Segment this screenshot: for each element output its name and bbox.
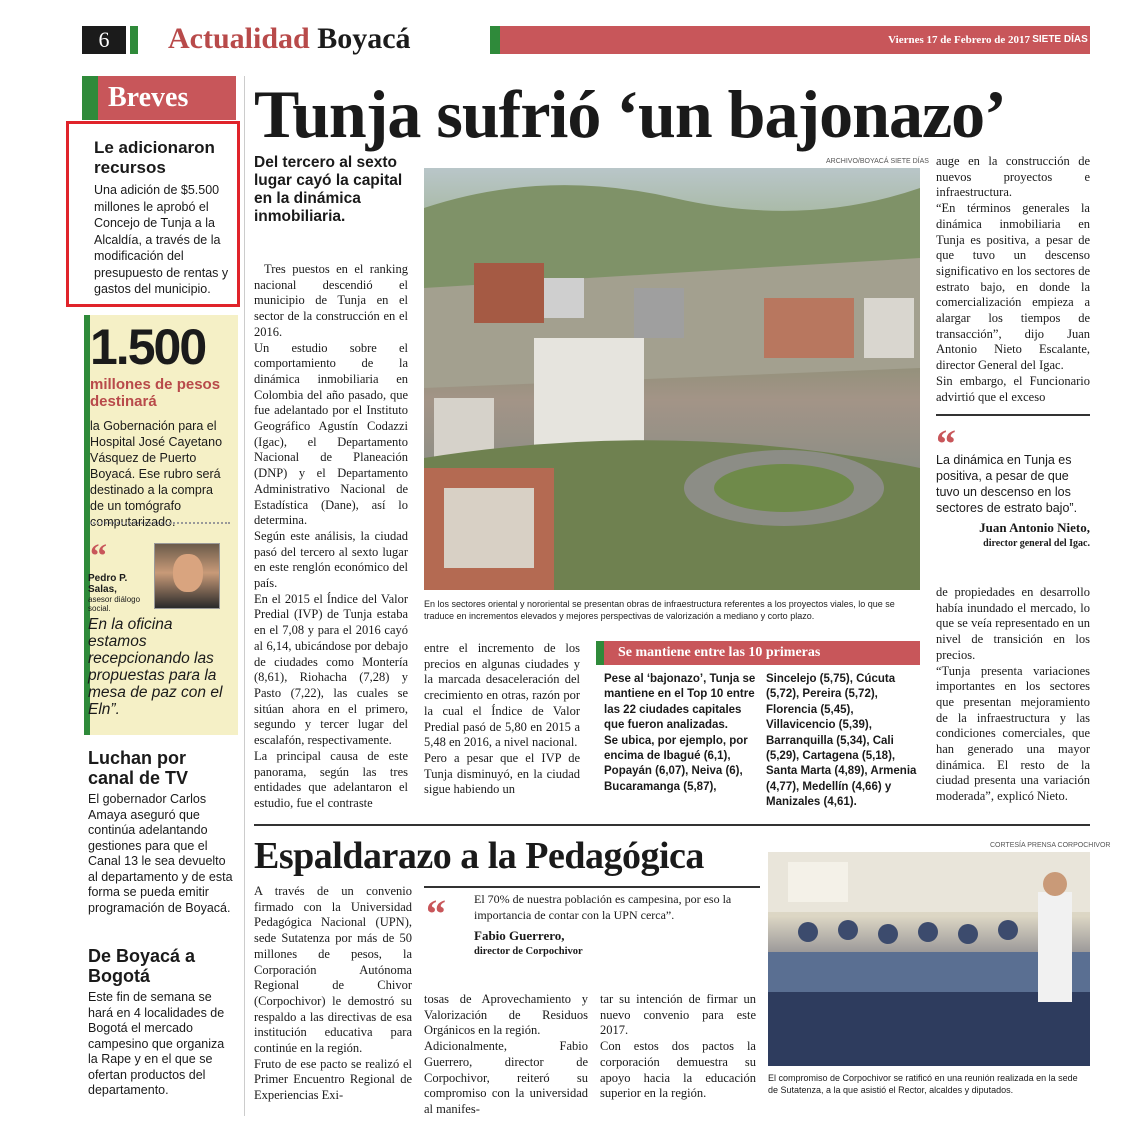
pullquote-rule [424, 886, 760, 888]
body-column [936, 585, 1090, 805]
author-photo [154, 543, 220, 609]
body-text: entre el incremento de los precios en algunas ciudades y la marcada desaceleración del crecimiento en otras, razón por la cual el Índice de Valor Predial pasó de 5,80 en 2015 a 5,48 en 2016, a nivel nacional. Pero a pesar que el IVP de Tunja disminuyó, en la ciudad sigue habiendo un [424, 641, 580, 797]
photo-credit: CORTESÍA PRENSA CORPOCHIVOR [990, 842, 1111, 849]
brief-body: Este fin de semana se hará en 4 localidades de Bogotá el mercado campesino que organiza la Rape y en el que se ofertan productos del departamento. [88, 990, 225, 1097]
body-column [254, 884, 412, 1104]
brief-title: De Boyacá a Bogotá [88, 946, 196, 986]
quote-author: Pedro P. Salas, [88, 573, 128, 595]
pullquote-author: Fabio Guerrero, [474, 928, 565, 943]
city-photo [424, 168, 920, 590]
divider [90, 522, 230, 524]
box-text: Sincelejo (5,75), Cúcuta (5,72), Pereira (5,72), Florencia (5,45), Villavicencio (5,39), Barranquilla (5,34), Cali (5,29), Cartagena (5,18), Santa Marta (4,89), Armenia (4,77), Medellín (4,66) y Manizales (4,61). [766, 673, 917, 809]
quote-text: En la oficina estamos recepcionando las propuestas para la mesa de paz con el Eln”. [88, 616, 223, 718]
section-title [168, 22, 411, 56]
section-title-actualidad: Actualidad [168, 22, 310, 55]
body-column [254, 262, 408, 812]
body-text: de propiedades en desarrollo había inundado el mercado, lo que se veía representado en un nivel de transición en los precios. “Tunja presenta variaciones importantes en los sectores que presentan mejoramiento de la infraestructura y las condiciones comerciales, que han generado una mayor dinámica. El resto de la ciudad presenta una variación moderada”, explicó Nieto. [936, 585, 1090, 804]
header-green-bar [490, 26, 500, 54]
header-brand: SIETE DÍAS [1032, 34, 1088, 45]
big-number-subtitle: millones de pesos destinará [90, 376, 221, 410]
quote-icon: “ [426, 891, 446, 936]
breves-label: Breves [98, 76, 236, 120]
body-column [600, 992, 756, 1102]
section-divider [254, 824, 1090, 826]
quote-icon: “ [90, 538, 107, 575]
pullquote-rule [936, 414, 1090, 416]
pullquote-author: Juan Antonio Nieto, [979, 520, 1090, 535]
headline: Espaldarazo a la Pedagógica [254, 835, 704, 877]
body-text: auge en la construcción de nuevos proyectos e infraestructura. “En términos generales la dinámica inmobiliaria en Tunja es positiva, a pesar de que tuvo un descenso significativo en los sectores de estrato bajo, en donde la comercialización empieza a alargar los tiempos de transacción”, dijo Juan Antonio Nieto Escalante, director General del Igac. Sin embargo, el Funcionario advirtió que el exceso [936, 154, 1090, 404]
body-column [424, 992, 588, 1118]
brief-body: El gobernador Carlos Amaya aseguró que continúa adelantando gestiones para que el Canal 13 le sea devuelto al departamento y de esta forma se pueda emitir programación de Boyacá. [88, 792, 233, 915]
meeting-photo [768, 852, 1090, 1066]
pullquote-text: La dinámica en Tunja es positiva, a pesar de que tuvo un descenso en los sectores de estrato bajo”. [936, 453, 1078, 515]
quote-icon: “ [936, 421, 956, 466]
header-accent-bar [130, 26, 138, 54]
pullquote-author-role: director general del Igac. [983, 538, 1090, 549]
photo-credit: ARCHIVO/BOYACÁ SIETE DÍAS [826, 158, 929, 165]
body-text: tosas de Aprovechamiento y Valorización de Residuos Orgánicos en la región. Adicionalmente, Fabio Guerrero, director de Corpochivor, reiteró su compromiso con la universidad al manifes- [424, 992, 588, 1116]
pullquote-author-role: director de Corpochivor [474, 946, 583, 957]
page-number: 6 [82, 26, 126, 54]
pullquote-text: El 70% de nuestra población es campesina, por eso la importancia de contar con la UPN cerca”. [474, 892, 732, 922]
headline: Tunja sufrió ‘un bajonazo’ [254, 76, 1006, 152]
box-text: Pese al ‘bajonazo’, Tunja se mantiene en el Top 10 entre las 22 ciudades capitales que fueron analizadas. Se ubica, por ejemplo, por encima de Ibagué (6,1), Popayán (6,07), Neiva (6), Bucaramanga (5,87), [604, 673, 756, 793]
body-text: tar su intención de firmar un nuevo convenio para este 2017. Con estos dos pactos la corporación demuestra su apoyo hacia la educación superior en la región. [600, 992, 756, 1101]
box-accent [596, 641, 604, 665]
section-title-boyaca: Boyacá [317, 22, 411, 55]
deck: Del tercero al sexto lugar cayó la capital en la dinámica inmobiliaria. [254, 154, 403, 225]
body-text: Tres puestos en el ranking nacional descendió el municipio de Tunja en el sector de la construcción en el 2016. Un estudio sobre el comportamiento de la dinámica inmobiliaria en Colombia del año pasado, que fue adelantado por el Instituto Geográfico Agustín Codazzi (Igac), el Departamento Nacional de Planeación (DNP) y el Departamento Administrativo Nacional de Estadística (Dane), así lo determina. Según este análisis, la ciudad pasó del tercero al sexto lugar en este renglón económico del país. En el 2015 el Índice del Valor Predial (IVP) de Tunja estaba en el 7,08 y para el 2016 cayó al 6,14, ubicándose por debajo de ciudades como Montería (8,61), Riohacha (7,28) y Pasto (7,22), las cuales se sitúan ahora en el primero, segundo y tercer lugar del escalafón, respectivamente. La principal causa de este panorama, según las tres entidades que adelantaron el estudio, fue el contraste [254, 262, 408, 810]
body-column [936, 154, 1090, 405]
body-text: A través de un convenio firmado con la Universidad Pedagógica Nacional (UPN), sede Sutatenza por más de 50 millones de pesos, la Corporación Autónoma Regional de Chivor (Corpochivor) le demostró su respaldo a las directivas de esa institución educativa para continúe en la región. Fruto de ese pacto se realizó el Primer Encuentro Regional de Experiencias Exi- [254, 884, 412, 1103]
brief-title: Le adicionaron recursos [94, 138, 215, 177]
brief-title: Luchan por canal de TV [88, 748, 189, 788]
box-title: Se mantiene entre las 10 primeras [604, 641, 920, 665]
photo-caption: En los sectores oriental y nororiental se presentan obras de infraestructura referentes a los proyectos viales, lo que se traduce en incrementos elevados y mejores perspectivas de valorización a mediano y corto plazo. [424, 599, 895, 621]
big-number-body: la Gobernación para el Hospital José Cayetano Vásquez de Puerto Boyacá. Ese rubro será destinado a la compra de un tomógrafo computarizado. [90, 419, 223, 529]
big-number: 1.500 [90, 319, 206, 375]
brief-body: Una adición de $5.500 millones le aprobó el Concejo de Tunja a la Alcaldía, a través de la modificación del presupuesto de rentas y gastos del municipio. [94, 183, 229, 296]
header-date: Viernes 17 de Febrero de 2017 [500, 26, 1090, 54]
column-rule [244, 76, 245, 1116]
photo-caption: El compromiso de Corpochivor se ratificó en una reunión realizada en la sede de Sutatenza, a la que asistió el Rector, alcaldes y diputados. [768, 1073, 1078, 1095]
quote-author-role: asesor diálogo social. [88, 595, 141, 613]
body-column [424, 641, 580, 798]
